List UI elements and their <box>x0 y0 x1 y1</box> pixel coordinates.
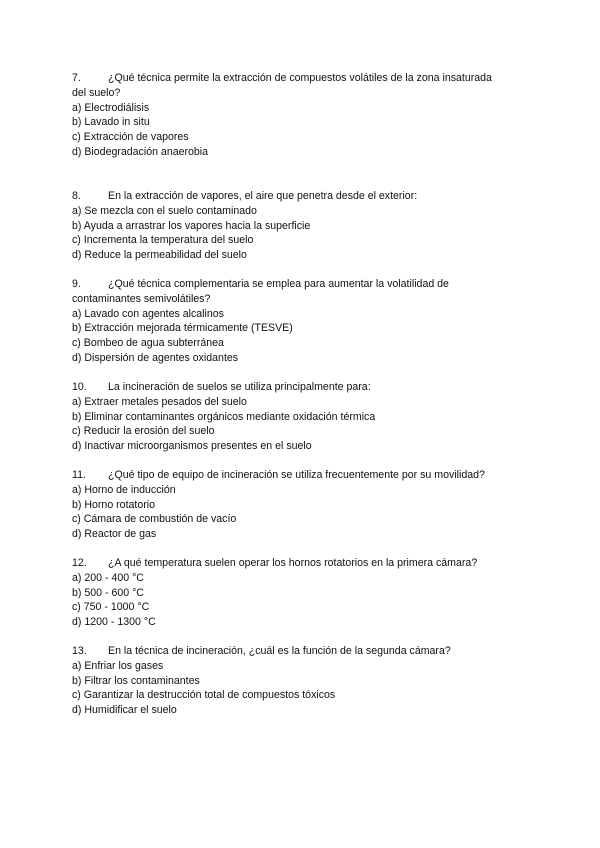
answer-option-c: c) Extracción de vapores <box>72 131 189 144</box>
answer-option-c: c) 750 - 1000 °C <box>72 601 150 614</box>
answer-option-d: d) Reactor de gas <box>72 528 157 541</box>
question-text <box>72 380 532 395</box>
answer-option-c: c) Garantizar la destrucción total de compuestos tóxicos <box>72 689 336 702</box>
question-8 <box>72 189 532 263</box>
question-line: En la extracción de vapores, el aire que penetra desde el exterior: <box>108 190 418 202</box>
question-text <box>72 644 532 659</box>
question-number: 9. <box>72 278 81 290</box>
question-number: 11. <box>72 469 86 481</box>
question-number: 12. <box>72 557 87 569</box>
answer-option-c: c) Incrementa la temperatura del suelo <box>72 234 254 247</box>
question-number: 13. <box>72 645 87 657</box>
question-line: ¿A qué temperatura suelen operar los hornos rotatorios en la primera cámara? <box>108 557 478 569</box>
answer-option-d: d) Inactivar microorganismos presentes en el suelo <box>72 440 312 453</box>
answer-option-b: b) Ayuda a arrastrar los vapores hacia la superficie <box>72 219 311 232</box>
answer-option-a: a) Extraer metales pesados del suelo <box>72 395 247 408</box>
answer-option-d: d) Reduce la permeabilidad del suelo <box>72 249 247 262</box>
answer-option-a: a) Enfriar los gases <box>72 659 164 672</box>
answer-option-c: c) Reducir la erosión del suelo <box>72 425 215 438</box>
question-number: 10. <box>72 381 87 393</box>
answer-option-b: b) 500 - 600 °C <box>72 586 144 599</box>
question-line: del suelo? <box>72 86 121 99</box>
answer-option-a: a) Se mezcla con el suelo contaminado <box>72 204 257 217</box>
question-7 <box>72 71 532 160</box>
question-13 <box>72 644 532 718</box>
answer-option-c: c) Bombeo de agua subterránea <box>72 337 224 350</box>
question-text <box>72 71 532 86</box>
question-9 <box>72 277 532 366</box>
answer-option-d: d) Humidificar el suelo <box>72 704 177 717</box>
question-number: 7. <box>72 72 81 84</box>
answer-option-c: c) Cámara de combustión de vacío <box>72 513 237 526</box>
question-line: ¿Qué tipo de equipo de incineración se utiliza frecuentemente por su movilidad? <box>108 469 485 481</box>
answer-option-d: d) Biodegradación anaerobia <box>72 145 209 158</box>
question-12 <box>72 556 532 630</box>
answer-option-a: a) 200 - 400 °C <box>72 571 144 584</box>
answer-option-a: a) Electrodiálisis <box>72 101 150 114</box>
question-11 <box>72 468 532 542</box>
answer-option-b: b) Filtrar los contaminantes <box>72 674 200 687</box>
question-text <box>72 468 532 483</box>
question-line: En la técnica de incineración, ¿cuál es la función de la segunda cámara? <box>108 645 451 657</box>
answer-option-b: b) Extracción mejorada térmicamente (TESVE) <box>72 322 293 335</box>
answer-option-b: b) Eliminar contaminantes orgánicos mediante oxidación térmica <box>72 410 376 423</box>
question-line: La incineración de suelos se utiliza principalmente para: <box>108 381 371 393</box>
answer-option-a: a) Lavado con agentes alcalinos <box>72 307 224 320</box>
answer-option-b: b) Lavado in situ <box>72 116 150 129</box>
answer-option-a: a) Horno de inducción <box>72 483 176 496</box>
question-line: ¿Qué técnica complementaria se emplea para aumentar la volatilidad de <box>108 278 449 290</box>
question-text <box>72 277 532 292</box>
question-text <box>72 556 532 571</box>
question-10 <box>72 380 532 454</box>
question-number: 8. <box>72 190 81 202</box>
question-line: ¿Qué técnica permite la extracción de compuestos volátiles de la zona insaturada <box>108 72 492 84</box>
question-line: contaminantes semivolátiles? <box>72 292 211 305</box>
question-text <box>72 189 532 204</box>
answer-option-d: d) 1200 - 1300 °C <box>72 616 156 629</box>
answer-option-d: d) Dispersión de agentes oxidantes <box>72 351 239 364</box>
answer-option-b: b) Horno rotatorio <box>72 498 156 511</box>
